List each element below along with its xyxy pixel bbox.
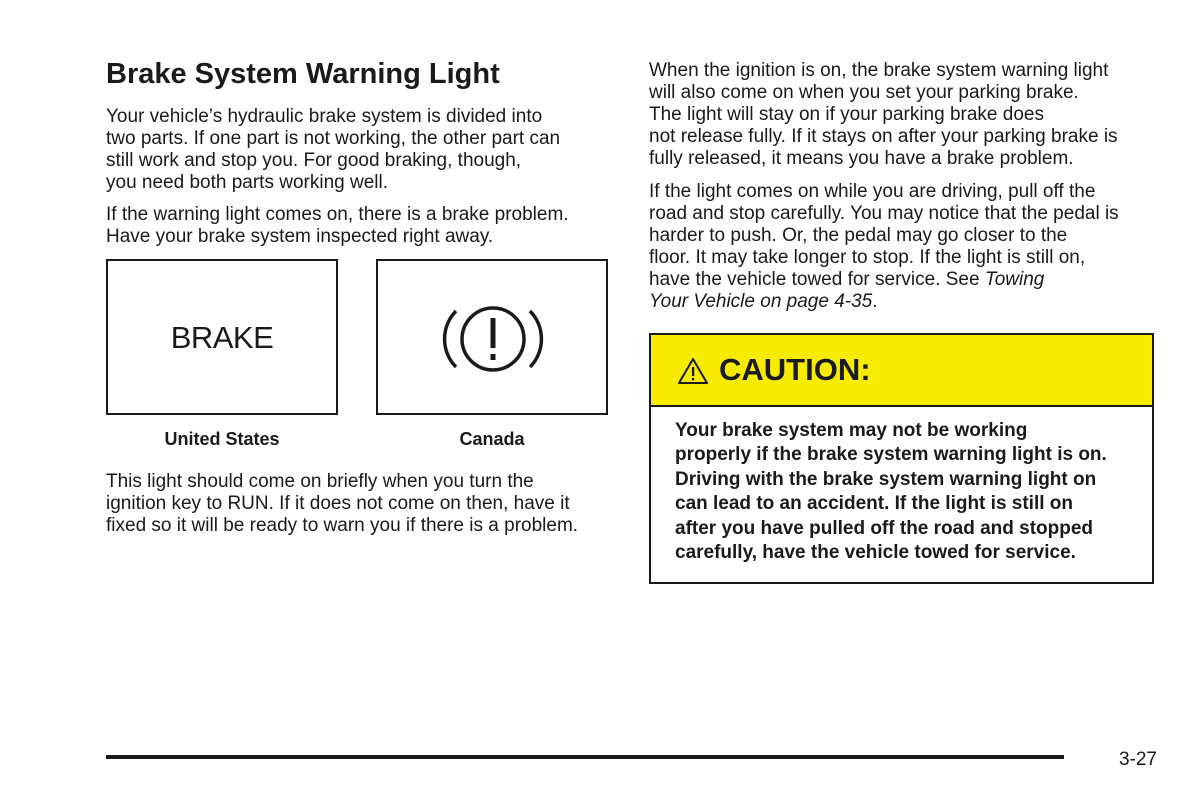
text-line: properly if the brake system warning light is on. <box>675 444 1107 466</box>
text-line: If the light comes on while you are driving, pull off the <box>649 181 1096 202</box>
caution-body <box>675 419 1107 565</box>
text-line: Driving with the brake system warning light on <box>675 468 1097 490</box>
caution-title: CAUTION: <box>719 352 871 387</box>
us-brake-lamp-box <box>106 259 338 415</box>
text-line: When the ignition is on, the brake system warning light <box>649 60 1109 81</box>
ignition-paragraph <box>106 471 578 537</box>
us-caption: United States <box>164 429 280 449</box>
text-line: will also come on when you set your parking brake. <box>649 82 1079 103</box>
text-line: The light will stay on if your parking brake does <box>649 104 1044 125</box>
text-line: two parts. If one part is not working, the other part can <box>106 128 561 149</box>
text-line: road and stop carefully. You may notice that the pedal is <box>649 203 1119 224</box>
text-line: Your brake system may not be working <box>675 420 1028 441</box>
warning-paragraph <box>106 204 569 248</box>
text-line: after you have pulled off the road and stopped <box>675 517 1094 539</box>
text-line-segment: have the vehicle towed for service. See <box>649 269 985 290</box>
text-line: you need both parts working well. <box>106 172 388 193</box>
text-line-segment: . <box>872 291 878 312</box>
text-line: can lead to an accident. If the light is still on <box>675 493 1074 515</box>
intro-paragraph <box>106 106 560 194</box>
text-line: not release fully. If it stays on after your parking brake is <box>649 126 1118 147</box>
text-line: floor. It may take longer to stop. If the light is still on, <box>649 247 1086 268</box>
footer-rule <box>106 755 1064 759</box>
warning-triangle-icon <box>677 357 709 385</box>
caution-header <box>651 335 1152 407</box>
parking-brake-paragraph <box>649 60 1118 170</box>
driving-paragraph <box>649 181 1119 313</box>
canada-caption: Canada <box>459 429 525 449</box>
text-line: fixed so it will be ready to warn you if there is a problem. <box>106 515 579 536</box>
text-line: still work and stop you. For good braking, though, <box>106 150 522 171</box>
cross-reference-link[interactable]: Towing <box>984 269 1045 290</box>
page-number: 3-27 <box>1118 749 1157 770</box>
brake-word-symbol: BRAKE <box>170 320 274 355</box>
text-line: fully released, it means you have a brake problem. <box>649 148 1074 169</box>
text-line: Your vehicle’s hydraulic brake system is divided into <box>106 106 543 127</box>
text-line: harder to push. Or, the pedal may go closer to the <box>649 225 1068 246</box>
brake-warning-symbol-icon <box>378 261 610 417</box>
text-line: Have your brake system inspected right away. <box>106 226 494 247</box>
text-line: If the warning light comes on, there is a brake problem. <box>106 204 569 225</box>
text-line: ignition key to RUN. If it does not come on then, have it <box>106 493 570 514</box>
text-line: This light should come on briefly when you turn the <box>106 471 534 492</box>
page-title: Brake System Warning Light <box>106 58 500 90</box>
text-line <box>649 269 1119 291</box>
canada-brake-lamp-box <box>376 259 608 415</box>
caution-box <box>649 333 1154 584</box>
text-line: carefully, have the vehicle towed for service. <box>675 542 1076 564</box>
text-line <box>649 291 1119 313</box>
cross-reference-link[interactable]: Your Vehicle on page 4-35 <box>649 291 873 312</box>
